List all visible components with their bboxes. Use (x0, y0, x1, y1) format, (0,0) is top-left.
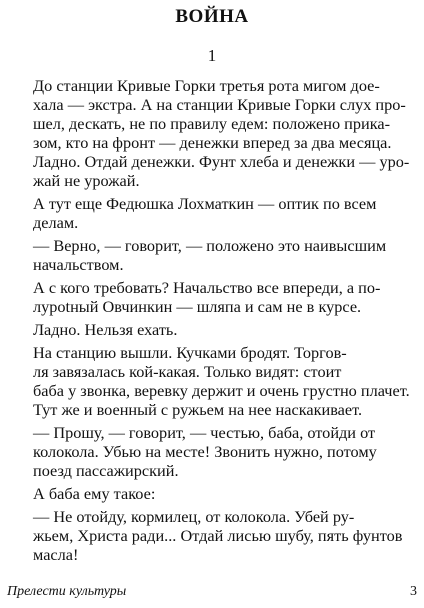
paragraph-2 (7, 194, 417, 232)
text-line: — Верно, — говорит, — положено это наивысшим (33, 236, 387, 255)
text-line: колокола. Убью на месте! Звонить нужно, потому (33, 442, 377, 461)
text-line: шел, дескать, не по правилу едем: положено прика- (33, 114, 391, 133)
text-line: — Не отойду, кормилец, от колокола. Убей ру- (33, 507, 355, 526)
text-line: делам. (33, 213, 79, 232)
paragraph-8 (7, 484, 417, 503)
text-line: — Прошу, — говорит, — честью, баба, отойди от (33, 423, 376, 442)
paragraph-1 (7, 76, 417, 190)
text-line: зом, кто на фронт — денежки вперед за два месяца. (33, 133, 392, 152)
text-line: До станции Кривые Горки третья рота мигом дое- (33, 76, 380, 95)
paragraph-5 (7, 320, 417, 339)
paragraph-6 (7, 343, 417, 419)
page-title: ВОЙНА (175, 6, 249, 27)
text-line: хала — экстра. А на станции Кривые Горки слух про- (33, 95, 406, 114)
paragraph-7 (7, 423, 417, 480)
paragraph-3 (7, 236, 417, 274)
text-line: Ладно. Отдай денежки. Фунт хлеба и денежки — уро- (33, 152, 410, 171)
text-line: ля завязалась кой-какая. Только видят: стоит (33, 362, 342, 381)
text-line: лурotный Овчинкин — шляпа и сам не в курсе. (33, 297, 362, 316)
paragraph-4 (7, 278, 417, 316)
text-line: А с кого требовать? Начальство все впереди, а по- (33, 278, 381, 297)
text-line: Ладно. Нельзя ехать. (33, 320, 178, 339)
text-line: А баба ему такое: (33, 484, 156, 503)
text-line: А тут еще Федюшка Лохматкин — оптик по всем (33, 194, 377, 213)
running-title: Прелести культуры (7, 584, 127, 599)
text-line: жай не урожай. (33, 171, 140, 190)
text-line: баба у звонка, веревку держит и очень грустно плачет. (33, 381, 410, 400)
text-line: масла! (33, 545, 79, 564)
text-line: начальством. (33, 255, 124, 274)
text-line: жьем, Христа ради... Отдай лисью шубу, пять фунтов (33, 526, 403, 545)
chapter-number: 1 (207, 46, 217, 65)
paragraph-9 (7, 507, 417, 564)
text-line: Тут же и военный с ружьем на нее наскакивает. (33, 400, 363, 419)
body-text (7, 76, 417, 568)
page-footer (7, 584, 417, 604)
page-number: 3 (410, 584, 417, 599)
text-line: поезд пассажирский. (33, 461, 179, 480)
text-line: На станцию вышли. Кучками бродят. Торгов- (33, 343, 347, 362)
